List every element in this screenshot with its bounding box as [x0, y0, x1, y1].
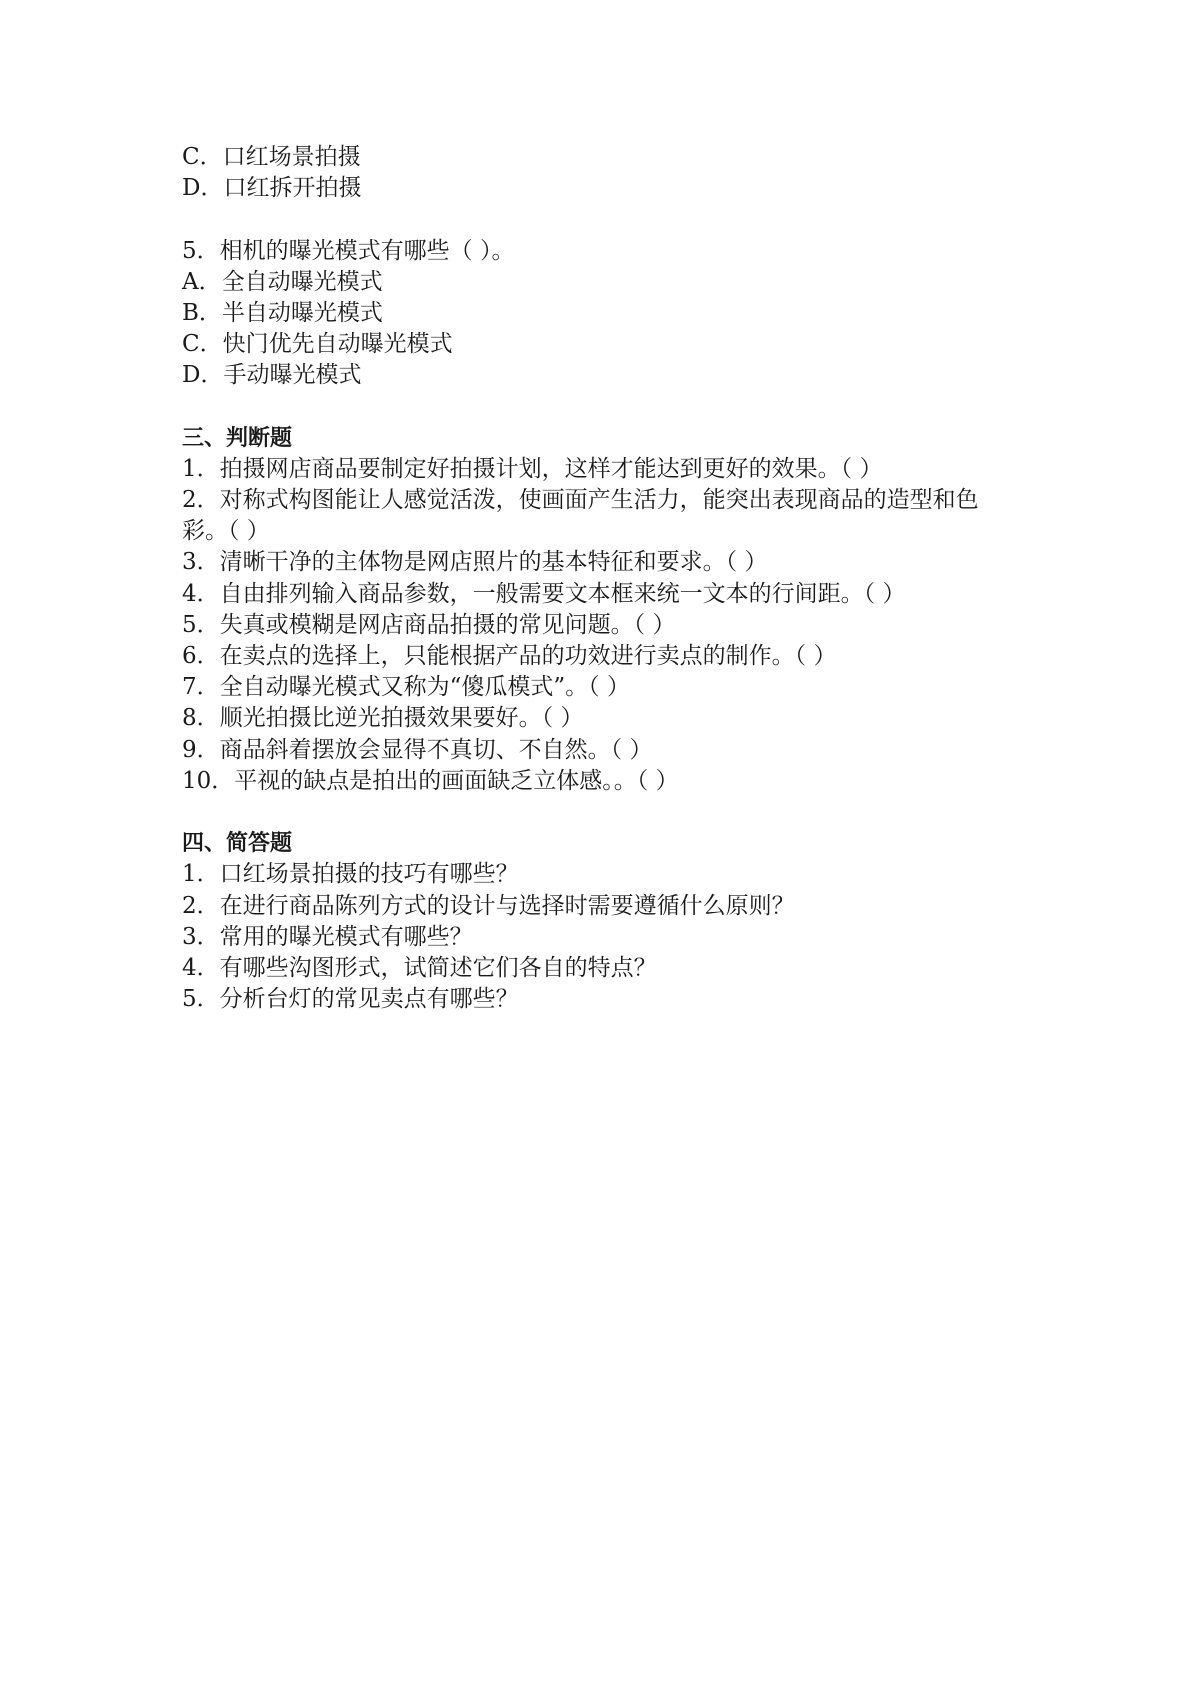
- list-item: 10．平视的缺点是拍出的画面缺乏立体感。。（ ）: [182, 767, 679, 794]
- option-d: D．口红拆开拍摄: [182, 175, 362, 202]
- list-item: 3．常用的曝光模式有哪些？: [182, 923, 473, 950]
- list-item: 1．口红场景拍摄的技巧有哪些？: [182, 861, 519, 888]
- spacer: [182, 392, 1042, 423]
- spacer: [182, 204, 1042, 235]
- section-true-false: [182, 423, 1042, 797]
- list-item: 3．清晰干净的主体物是网店照片的基本特征和要求。（ ）: [182, 549, 768, 576]
- question-4-options: [182, 142, 1042, 204]
- option-b: B．半自动曝光模式: [182, 299, 383, 326]
- option-c: C．口红场景拍摄: [182, 144, 361, 170]
- list-item: 7．全自动曝光模式又称为“傻瓜模式”。（ ）: [182, 674, 630, 701]
- option-d: D．手动曝光模式: [182, 362, 362, 389]
- list-item: 5．分析台灯的常见卖点有哪些？: [182, 986, 519, 1013]
- list-item: 4．自由排列输入商品参数，一般需要文本框来统一文本的行间距。（ ）: [182, 580, 906, 607]
- list-item: 彩。（ ）: [182, 518, 270, 545]
- document-page: [182, 142, 1042, 1015]
- list-item: 2．对称式构图能让人感觉活泼，使画面产生活力，能突出表现商品的造型和色: [182, 487, 979, 514]
- spacer: [182, 797, 1042, 828]
- section-heading: 三、判断题: [182, 425, 293, 451]
- list-item: 5．失真或模糊是网店商品拍摄的常见问题。（ ）: [182, 611, 676, 638]
- question-5: [182, 236, 1042, 392]
- list-item: 4．有哪些沟图形式，试简述它们各自的特点？: [182, 954, 657, 981]
- list-item: 8．顺光拍摄比逆光拍摄效果要好。（ ）: [182, 705, 584, 732]
- section-short-answer: [182, 828, 1042, 1015]
- option-c: C．快门优先自动曝光模式: [182, 331, 453, 358]
- list-item: 9．商品斜着摆放会显得不真切、不自然。（ ）: [182, 736, 653, 763]
- list-item: 6．在卖点的选择上，只能根据产品的功效进行卖点的制作。（ ）: [182, 643, 837, 669]
- option-a: A．全自动曝光模式: [182, 268, 383, 295]
- list-item: 2．在进行商品陈列方式的设计与选择时需要遵循什么原则？: [182, 892, 795, 919]
- question-text: 5．相机的曝光模式有哪些（ ）。: [182, 237, 515, 264]
- section-heading: 四、简答题: [182, 831, 293, 857]
- list-item: 1．拍摄网店商品要制定好拍摄计划，这样才能达到更好的效果。（ ）: [182, 455, 883, 482]
